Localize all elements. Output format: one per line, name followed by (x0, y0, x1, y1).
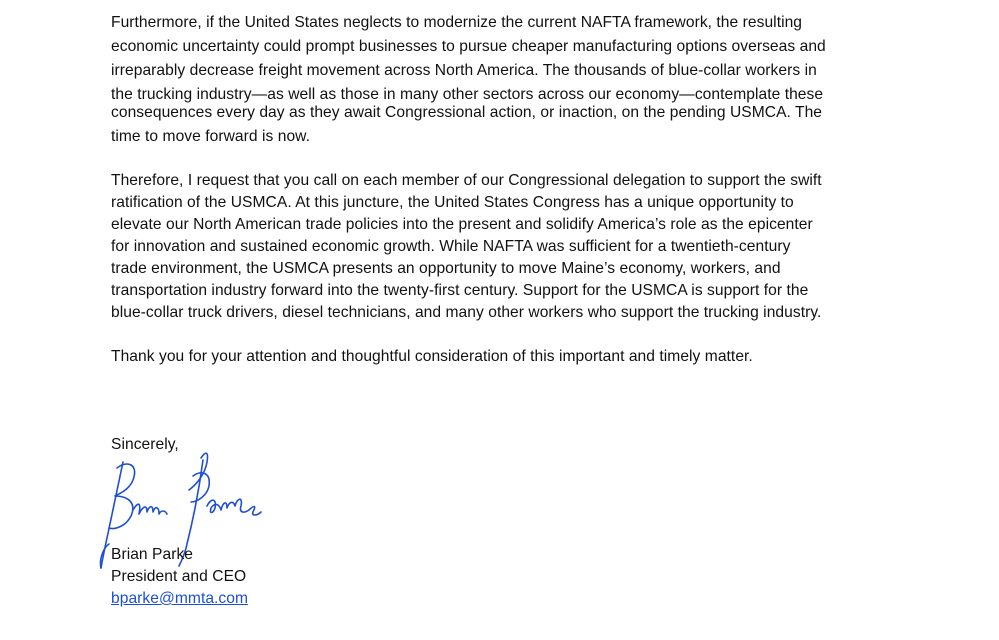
paragraph-line: trade environment, the USMCA presents an opportunity to move Maine’s economy, workers, and (111, 260, 781, 277)
paragraph-line: elevate our North American trade policies into the present and solidify America’s role as the epicenter (111, 216, 813, 233)
paragraph-line: time to move forward is now. (111, 128, 310, 145)
paragraph-line: ratification of the USMCA. At this juncture, the United States Congress has a unique opportunity to (111, 194, 794, 211)
paragraph-line: for innovation and sustained economic growth. While NAFTA was sufficient for a twentieth-century (111, 238, 791, 255)
signer-email-link[interactable]: bparke@mmta.com (111, 590, 249, 607)
paragraph-line: Therefore, I request that you call on each member of our Congressional delegation to support the swift (111, 172, 822, 189)
paragraph-line: Thank you for your attention and thoughtful consideration of this important and timely matter. (111, 348, 753, 365)
paragraph-line: irreparably decrease freight movement across North America. The thousands of blue-collar workers in (111, 62, 817, 79)
paragraph-line: consequences every day as they await Congressional action, or inaction, on the pending USMCA. The (111, 104, 823, 121)
paragraph-line: blue-collar truck drivers, diesel technicians, and many other workers who support the trucking industry. (111, 304, 822, 321)
signer-title: President and CEO (111, 568, 247, 585)
paragraph-line: the trucking industry—as well as those in many other sectors across our economy—contemplate these (111, 86, 824, 103)
signer-name: Brian Parke (111, 546, 194, 563)
closing-salutation: Sincerely, (111, 436, 179, 453)
paragraph-line: transportation industry forward into the twenty-first century. Support for the USMCA is support for the (111, 282, 809, 299)
paragraph-line: economic uncertainty could prompt businesses to pursue cheaper manufacturing options overseas and (111, 38, 826, 55)
paragraph-line: Furthermore, if the United States neglects to modernize the current NAFTA framework, the resulting (111, 14, 803, 31)
